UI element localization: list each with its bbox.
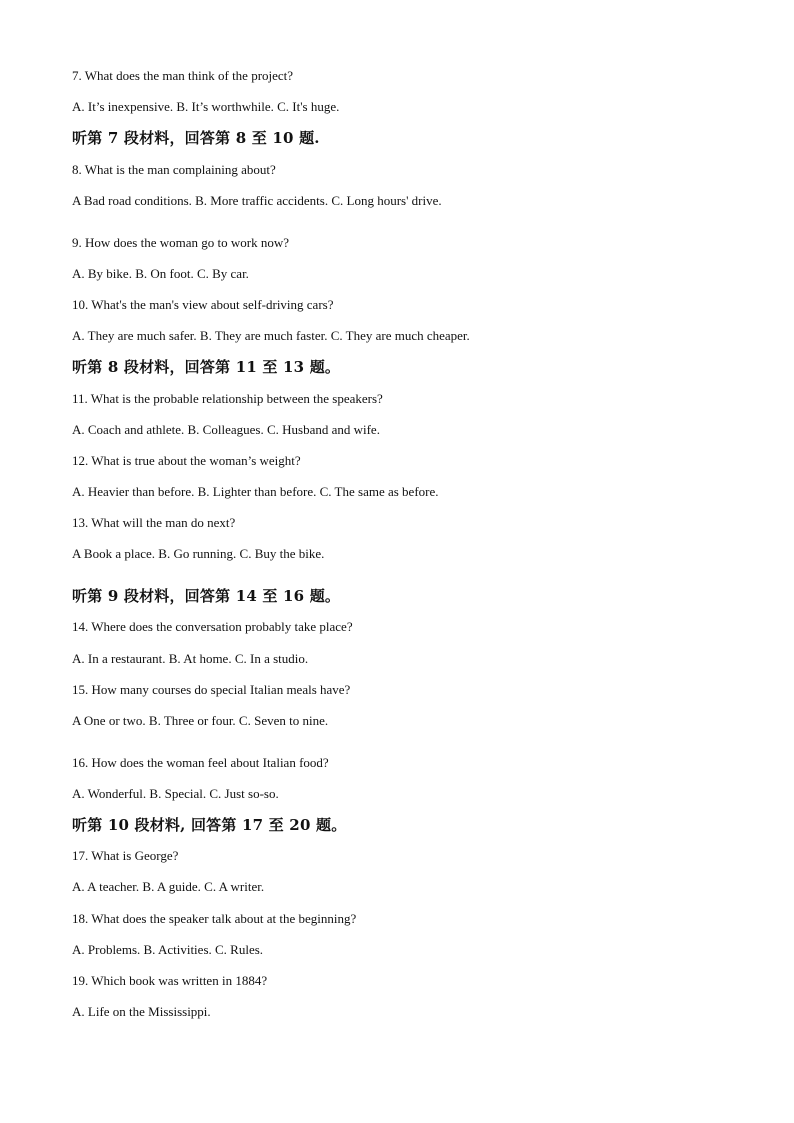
question-9: 9. How does the woman go to work now?: [72, 235, 289, 250]
section-heading-7: 听第 7 段材料，回答第 8 至 10 题.: [72, 129, 320, 147]
question-13: 13. What will the man do next?: [72, 515, 236, 530]
options-16: A. Wonderful. B. Special. C. Just so-so.: [72, 786, 279, 801]
options-11: A. Coach and athlete. B. Colleagues. C. Husband and wife.: [72, 422, 380, 437]
options-13: A Book a place. B. Go running. C. Buy the bike.: [72, 546, 325, 561]
question-16: 16. How does the woman feel about Italian food?: [72, 755, 329, 770]
options-7: A. It’s inexpensive. B. It’s worthwhile. C. It's huge.: [72, 99, 340, 114]
options-14: A. In a restaurant. B. At home. C. In a studio.: [72, 651, 309, 666]
question-10: 10. What's the man's view about self-driving cars?: [72, 297, 334, 312]
options-12: A. Heavier than before. B. Lighter than before. C. The same as before.: [72, 484, 439, 499]
question-11: 11. What is the probable relationship between the speakers?: [72, 391, 383, 406]
options-18: A. Problems. B. Activities. C. Rules.: [72, 942, 264, 957]
options-19: A. Life on the Mississippi.: [72, 1004, 211, 1019]
question-17: 17. What is George?: [72, 848, 179, 863]
question-14: 14. Where does the conversation probably take place?: [72, 619, 353, 634]
options-17: A. A teacher. B. A guide. C. A writer.: [72, 879, 265, 894]
question-18: 18. What does the speaker talk about at the beginning?: [72, 911, 357, 926]
question-7: 7. What does the man think of the project?: [72, 68, 294, 83]
options-9: A. By bike. B. On foot. C. By car.: [72, 266, 249, 281]
question-8: 8. What is the man complaining about?: [72, 162, 276, 177]
section-heading-10: 听第 10 段材料, 回答第 17 至 20 题。: [72, 816, 347, 834]
section-heading-9: 听第 9 段材料，回答第 14 至 16 题。: [72, 587, 341, 605]
options-8: A Bad road conditions. B. More traffic accidents. C. Long hours' drive.: [72, 193, 442, 208]
options-15: A One or two. B. Three or four. C. Seven to nine.: [72, 713, 329, 728]
section-heading-8: 听第 8 段材料，回答第 11 至 13 题。: [72, 358, 341, 376]
options-10: A. They are much safer. B. They are much faster. C. They are much cheaper.: [72, 328, 470, 343]
question-19: 19. Which book was written in 1884?: [72, 973, 268, 988]
question-15: 15. How many courses do special Italian meals have?: [72, 682, 351, 697]
question-12: 12. What is true about the woman’s weight?: [72, 453, 301, 468]
